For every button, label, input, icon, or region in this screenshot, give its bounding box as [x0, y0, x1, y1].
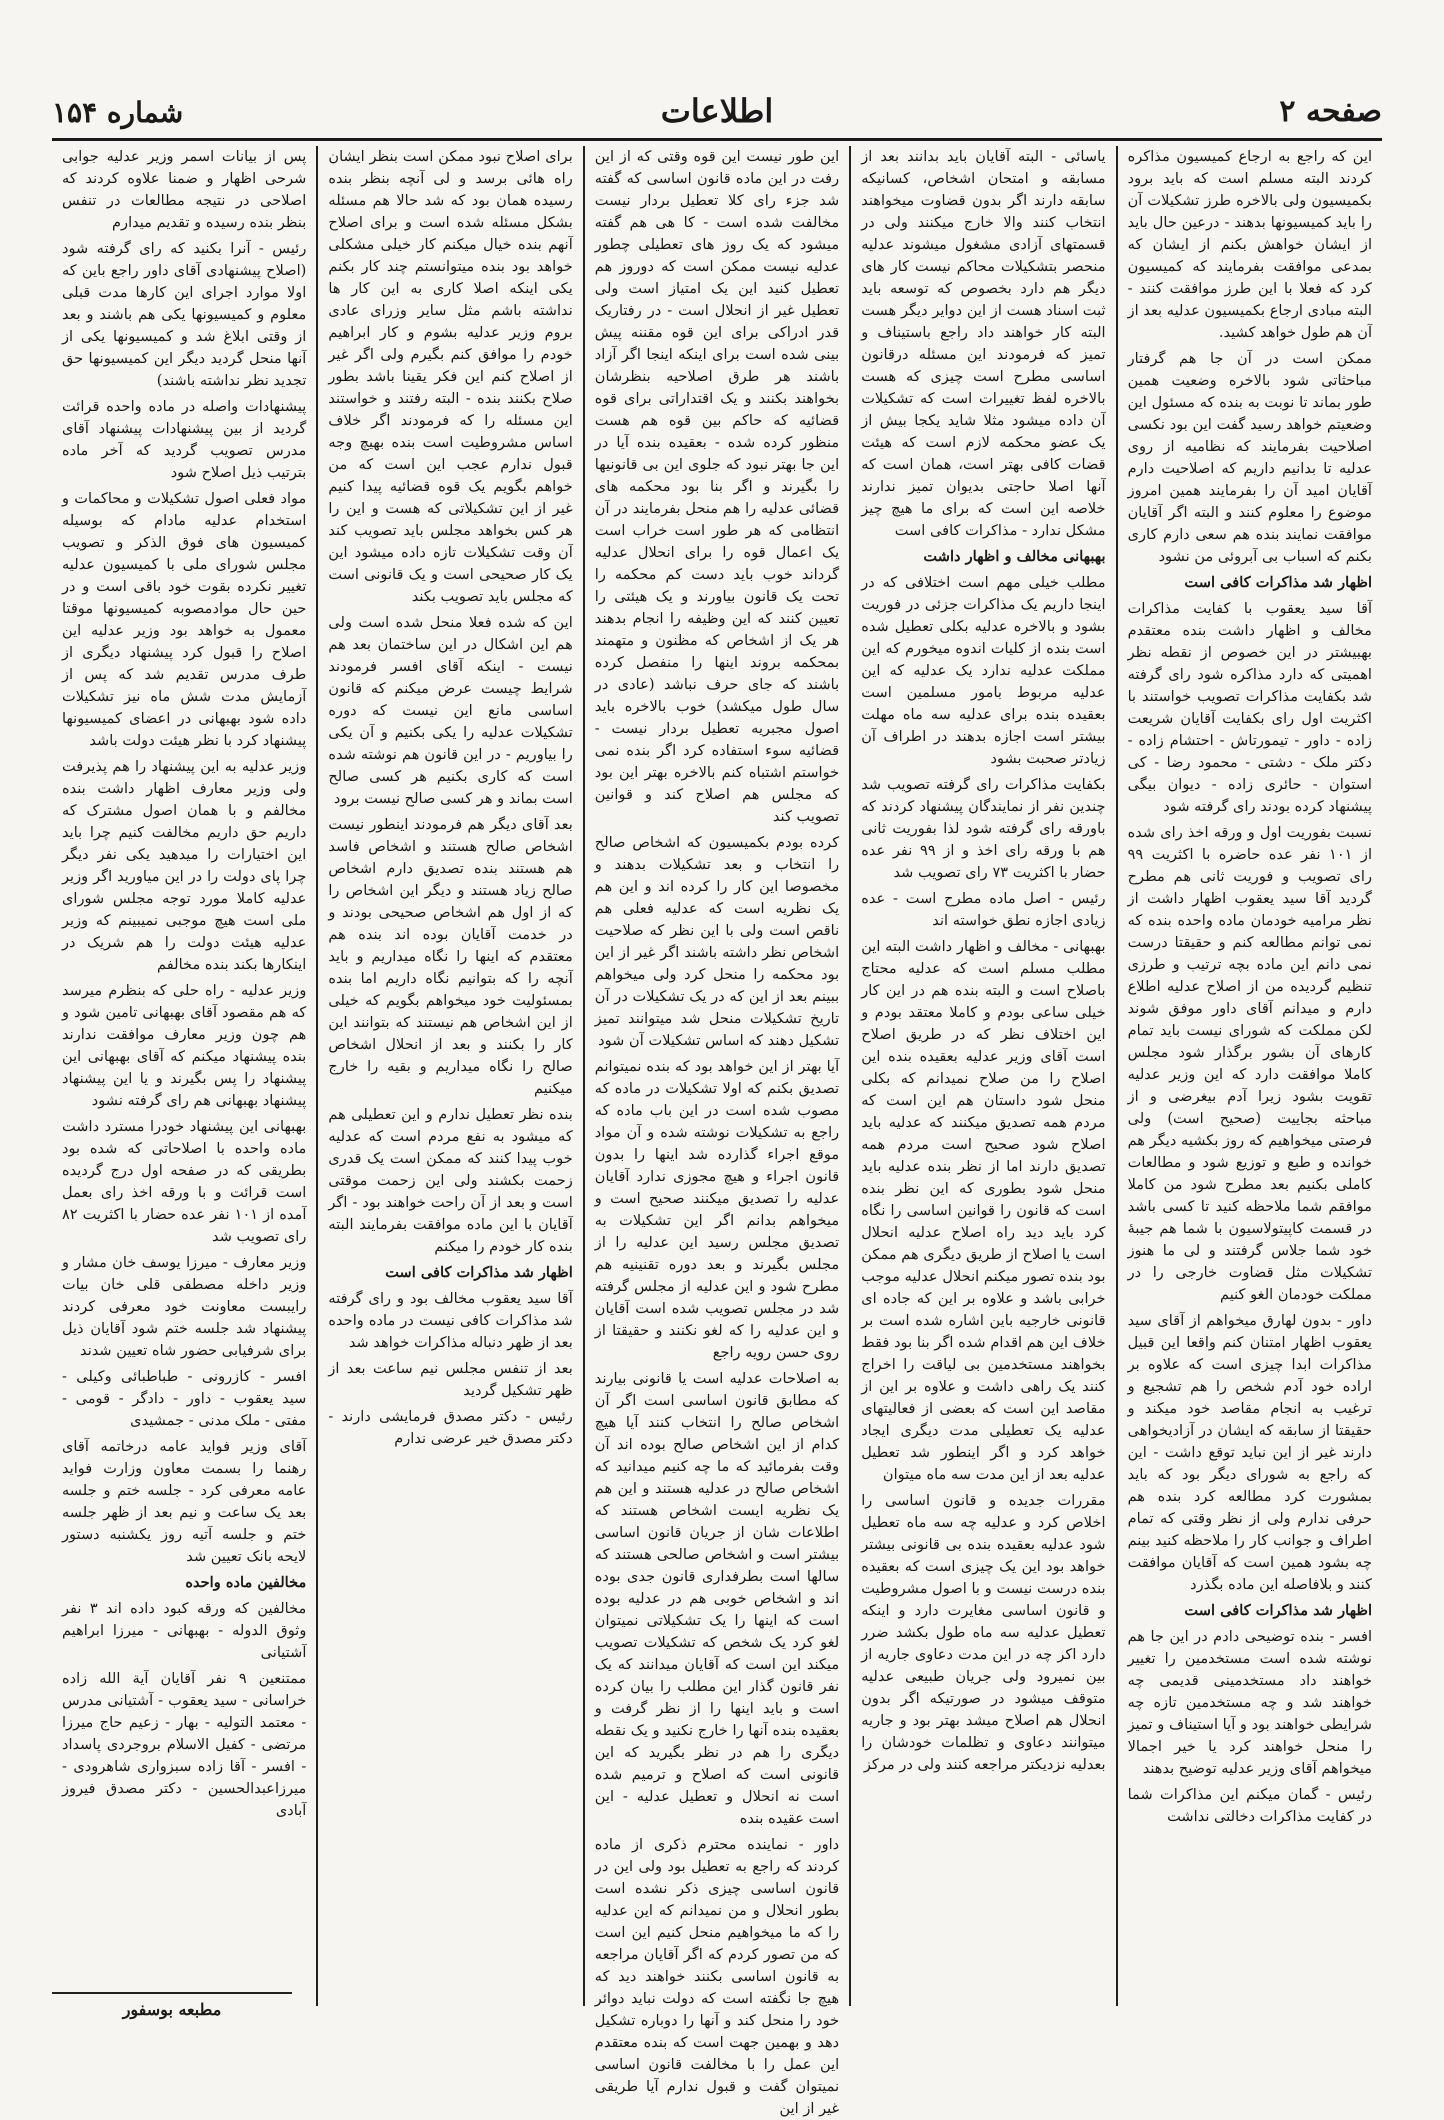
paragraph: نسبت بفوریت اول و ورقه اخذ رای شده از ۱۰۱ نفر عده حاضره با اکثریت ۹۹ رای تصویب و فوریت ثانی هم مطرح گردید آقا سید یعقوب اظهار داشت از نظر مرامیه خودمان ماده واحده بنده که نمی توانم مطالعه کنم و حقیقتا درست نمی دانم این ماده بچه ترتیب و طرزی تنظیم گردیده من از اصلاح عدلیه اطلاع دارم و میدانم آقای داور موفق شوند لکن مملکت که شورای نیست باید تمام کارهای آن بشور برگذار شود مجلس کاملا موافقت دارد که این وزیر عدلیه تقویت بشود زیرا آدم بیغرضی و از مباحثه بجاییت (صحیح است) ولی فرصتی میخواهیم که روز بکشیه دیگر هم خوانده و طبع و توزیع شود و مطالعات کاملی بکنیم بعد مطرح شود من کاملا موافقم شما ملاحظه کنید تا کسی باشد در قسمت کاپیتولاسیون با شما هم جیبهٔ خود شما جلاس گرفتند و لی ما هنوز تشکیلات مثل قضاوت خارجی را در مملکت خودمان الغو کنیم — [1127, 824, 1372, 1303]
paragraph: این که شده فعلا منحل شده است ولی هم این اشکال در این ساختمان بعد هم نیست - اینکه آقای افسر فرمودند شرایط چیست عرض میکنم که قانون اساسی مانع این نیست که دوره تشکیلات عدلیه را یکی بکنیم و آن یکی را بیاوریم - در این قانون هم نوشته شده است که کاری بکنیم هر کسی صالح است بماند و هر کسی صالح نیست برود — [328, 614, 573, 807]
page-number: صفحه ۲ — [1279, 94, 1382, 129]
paragraph: آقای وزیر فواید عامه درخاتمه آقای رهنما را بسمت معاون وزارت فواید عامه معرفی کرد - جلسه ختم و جلسه بعد یک ساعت و نیم بعد از ظهر جلسه ختم و جلسه آتیه روز یکشنبه دستور لایحه بانک تعیین شد — [61, 1438, 307, 1565]
paragraph: افسر - بنده توضیحی دادم در این جا هم نوشته شده است مستخدمین را تغییر خواهند داد مستخدمینی قدیمی چه خواهند شد و چه مستخدمین تازه چه شرایطی خواهند بود و آیا استیناف و تمیز را منحل خواهند کرد یا خیر اجمالا میخواهم آقای وزیر عدلیه توضیح بدهند — [1127, 1628, 1372, 1777]
column-4 — [318, 146, 584, 2006]
column-1 — [1118, 146, 1382, 2006]
paragraph: بعد از تنفس مجلس نیم ساعت بعد از ظهر تشکیل گردید — [328, 1360, 573, 1399]
paragraph: رئیس - آنرا بکنید که رای گرفته شود (اصلاح پیشنهادی آقای داور راجع باین که اولا موارد اجرای این کارها مدت قبلی معلوم و کمیسیونها یکی هم باشند و بعد از وقتی ابلاغ شد و کمیسیونها یکی از آنها منحل گردید دیگر این کمیسیونها حق تجدید نظر نداشته باشند) — [61, 240, 307, 389]
paragraph: مقررات جدیده و قانون اساسی را اخلاص کرد و عدلیه چه سه ماه تعطیل شود عدلیه بعقیده بنده بی قانونی بیشتر خواهد بود این یک چیزی است که بعقیده بنده درست نیست و با اصول مشروطیت و قانون اساسی مغایرت دارد و اینکه تعطیل عدلیه سه ماه طول بکشد ضرر دارد اکر چه در این مدت دعاوی جاریه از بین نمیرود ولی جریان طبیعی عدلیه متوقف میشود در صورتیکه اگر بدون انحلال هم اصلاح میشد بهتر بود و جاریه میتوانند دعاوی و تظلمات خودشان را بعدلیه نزدیکتر مراجعه کنند ولی در مرکز — [861, 1492, 1106, 1773]
paragraph: آقا سید یعقوب مخالف بود و رای گرفته شد مذاکرات کافی نیست در ماده واحده بعد از ظهر دنباله مذاکرات خواهد شد — [328, 1290, 573, 1351]
paragraph: بنده نظر تعطیل ندارم و این تعطیلی هم که میشود به نفع مردم است که عدلیه خوب پیدا کنند که ممکن است یک قدری زحمت بکشند ولی این زحمت موقتی است و بعد از آن راحت خواهند بود - اگر آقایان با این ماده موافقت بفرمایند البته بنده کار خودم را میکنم — [328, 1106, 573, 1255]
paragraph: آیا بهتر از این خواهد بود که بنده نمیتوانم تصدیق بکنم که اولا تشکیلات در ماده که مصوب شده است در این باب ماده که راجع به تشکیلات نوشته شده و آن مواد موقع اجراء گذارده شد اینها را بدون قانون اجراء و هیچ مجوزی ندارد آقایان عدلیه را تصدیق میکنند صحیح است و میخواهم بدانم اگر این تشکیلات به تصدیق مجلس رسید این عدلیه را از مجلس بگیرند و بعد دوره تقنینیه هم مطرح شود و این عدلیه از مجلس گرفته شد در مجلس تصویب شده است آقایان و این عدلیه را که لغو نکنند و حقیقتا از روی حسن رویه راجع — [594, 1058, 840, 1361]
column-3 — [585, 146, 851, 2117]
newspaper-title: اطلاعات — [660, 92, 774, 130]
paragraph: مطلب خیلی مهم است اختلافی که در اینجا داریم یک مذاکرات جزئی در فوریت بشود و بالاخره عدلیه بکلی تعطیل شده است بنده از کلیات اندوه میخورم که این مملکت عدلیه ندارد یک عدلیه که این عدلیه مربوط بامور مسلمین است بعقیده بنده برای عدلیه سه ماه مهلت بیشتر است اجازه بدهند در اطراف آن زیادتر صحبت بشود — [861, 574, 1106, 767]
paragraph: رئیس - گمان میکنم این مذاکرات شما در کفایت مذاکرات دخالتی نداشت — [1127, 1786, 1372, 1825]
paragraph: این طور نیست این قوه وقتی که از این رفت در این ماده قانون اساسی که گفته شد جزء رای کلا تعطیل بردار نیست مخالفت شده است - کا هی هم گفته میشود که یک روز های تعطیلی چطور عدلیه نیست ممکن است که دوروز هم تعطیل کنید این یک امتیاز است ولی تعطیل غیر از انحلال است - در رفتاریک قدر ادراکی برای این قوه مقننه پیش بینی شده است برای اینکه اینجا اگر آزاد باشند هر طرق اصلاحیه بنظرشان بخواهند بکنند و یک اقتداراتی برای قوه قضائیه که حاکم بین قوه هم هست منظور کرده شده - بعقیده بنده آیا در این جا بهتر نبود که جلوی این بی قانونیها را بگیرند و اگر بنا بود محکمه های قضائی عدلیه را هم منحل بفرمایند در آن انتظامی که هر طور است خراب است یک اعمال قوه را برای انحلال عدلیه گرداند خوب باید دست کم محکمه را تحت یک قانون بیاورند و یک هیئتی را تعیین کنند که این وظیفه را انجام بدهند هر یک از اشخاص که مظنون و متهمند بمحکمه بروند اینها را منفصل کرده باشند که جای حرف نباشد (عادی در سال طول میکشد) خوب بالاخره باید اصول مجبریه تعطیل بردار نیست - قضائیه سوء استفاده کرد اگر بنده نمی خواستم اشتباه کنم بالاخره بهتر این بود که مجلس هم اصلاح کند و قوانین تصویب کند — [594, 148, 840, 825]
column-5 — [52, 146, 318, 2006]
paragraph: داور - نماینده محترم ذکری از ماده کردند که راجع به تعطیل بود ولی این در قانون اساسی چیزی ذکر نشده است بطور انحلال و من نمیدانم که این عدلیه را که ما میخواهیم منحل کنیم این است که من تصور کردم که اگر آقایان مراجعه به قانون اساسی بکنند خواهند دید که هیچ جا نگفته است که دولت نباید دوائر خود را منحل کند و آنها را دوباره تشکیل دهد و بهمین جهت است که بنده معتقدم این عمل را با مخالفت قانون اساسی نمیتوان گفت و قبول ندارم آیا طریقی غیر از این — [594, 1836, 840, 2117]
paragraph: مخالفین که ورقه کبود داده اند ۳ نفر وثوق الدوله - بهبهانی - میرزا ابراهیم آشتیانی — [61, 1600, 307, 1661]
paragraph: داور - بدون لهارق میخواهم از آقای سید یعقوب اظهار امتنان کنم واقعا این قبیل مذاکرات ابدا چیزی است که علاوه بر اراده خود آدم شخص را هم تشجیع و ترغیب به انجام مقاصد خود میکند و حقیقتا از سابقه که ایشان در آزادیخواهی دارند غیر از این نباید توقع داشت - این که راجع به شورای دیگر بود که باید بمشورت کرد مطالعه کرد بنده هم حرفی ندارم ولی از نظر وقتی که تمام اطراف و جوانب کار را ملاحظه کنید بینم چه بشود همین است که آقایان موافقت کنند و بلافاصله این ماده بگذرد — [1127, 1312, 1372, 1593]
paragraph: یاسائی - البته آقایان باید بدانند بعد از مسابقه و امتحان اشخاص، کسانیکه سابقه دارند اگر بدون قضاوت میخواهند انتخاب کنند والا خارج میکنند ولی در قسمتهای آزادی مشغول میشوند عدلیه منحصر بتشکیلات محاکم نیست کار های دیگر هم دارد بخصوص که توسعه باید ثبت اسناد هست از این دوایر دیگر هست البته کار خواهند داد راجع باستیناف و تمیز که فرمودند این مسئله درقانون اساسی مطرح است چیزی که هست بالاخره لفظ تغییرات است که تشکیلات آن داده میشود مثلا شاید یکجا بیش از یک عضو محکمه لازم است که هیئت قضات کافی بهتر است، همان است که آنها اصلا حاجتی بدیوان تمیز ندارند خلاصه این است که برای ما هیچ چیز مشکل ندارد - مذاکرات کافی است — [861, 148, 1106, 539]
paragraph: پس از بیانات اسمر وزیر عدلیه جوابی شرحی اظهار و ضمنا علاوه کردند که اصلاحی در نتیجه مطالعات در تنفس بنظر بنده رسیده و تقدیم میدارم — [61, 148, 307, 231]
paragraph: بهبهانی این پیشنهاد خودرا مسترد داشت ماده واحده با اصلاحاتی که شده بود بطریقی که در صفحه اول درج گردیده است قرائت و با ورقه اخذ رای بعمل آمده از ۱۰۱ نفر عده حضار با اکثریت ۸۲ رای تصویب شد — [61, 1118, 307, 1245]
column-2 — [851, 146, 1117, 2006]
paragraph: این که راجع به ارجاع کمیسیون مذاکره کردند البته مسلم است که باید برود بکمیسیون ولی بالاخره طرز تشکیلات آن را باید کمیسیونها بدهند - درعین حال باید از ایشان خواهش بکنم از ایشان که بمدعی موافقت بفرمایند که کمیسیون کرد که فعلا با این طرز موافقت کنند - البته مبادی ارجاع بکمیسیون عدلیه بعد از آن هم طول خواهد کشید. — [1127, 148, 1372, 341]
section-heading: مخالفین ماده واحده — [185, 1574, 307, 1591]
paragraph: کرده بودم بکمیسیون که اشخاص صالح را انتخاب و بعد تشکیلات بدهند و مخصوصا این کار را کرده اند و این هم یک نظریه است که عدلیه فعلی هم ناقص است ولی با این نظر که صلاحیت اشخاص نظر داشته باشند اگر غیر از این بود محکمه را منحل کرد ولی میخواهم ببینم بعد از این که در یک تشکیلات در آن تاریخ تشکیلات منحل شد میتوانند تمیز تشکیل دهند که اساس تشکیلات آن شود — [594, 834, 840, 1049]
paragraph: پیشنهادات واصله در ماده واحده قرائت گردید از بین پیشنهادات پیشنهاد آقای مدرس تصویب گردید که آخر ماده بترتیب ذیل اصلاح شود — [61, 398, 307, 481]
paragraph: بهبهانی - مخالف و اظهار داشت البته این مطلب مسلم است که عدلیه محتاج باصلاح است و البته بنده هم در این کار خیلی ساعی بودم و کاملا معتقد بودم و این اختلاف نظر که در طریق اصلاح است آقای وزیر عدلیه بعقیده بنده این اصلاح را من صلاح نمیدانم که بکلی منحل شود داستان هم این است که مردم همه تصدیق میکنند که عدلیه باید اصلاح شود صحیح است مردم همه تصدیق دارند اما از نظر بنده عدلیه باید منحل شود بطوری که این نظر بنده است که قانون را قوانین اساسی را نگاه کرد باید دید راه اصلاح عدلیه انحلال است یا اصلاح از طریق دیگری هم ممکن بود بنده تصور میکنم انحلال عدلیه موجب خرابی باشد و علاوه بر این که جاده ای قانونی خارجیه باین اشاره شده است بر خلاف این هم اقدام شده اگر بنا بود فقط بخواهند مستخدمین بی لیاقت را اخراج کنند یک راهی داشت و علاوه بر این از مقاصد این است که بعضی از فعالیتهای عدلیه یک تعطیلی مدت دیگری ایجاد خواهد کرد و اگر اینطور شد تعطیل عدلیه بعد از این مدت سه ماه میتوان — [861, 938, 1106, 1483]
paragraph: افسر - کازرونی - طباطبائی وکیلی - سید یعقوب - داور - دادگر - قومی - مفتی - ملک مدنی - جمشیدی — [61, 1368, 307, 1429]
paragraph: وزیر عدلیه - راه حلی که بنظرم میرسد که هم مقصود آقای بهبهانی تامین شود و هم چون وزیر معارف موافقت ندارند بنده پیشنهاد میکنم که آقای بهبهانی این پیشنهاد را پس بگیرند و یا این پیشنهاد پیشنهاد بهبهانی هم رای گرفته نشود — [61, 982, 307, 1109]
paragraph: وزیر معارف - میرزا یوسف خان مشار و وزیر داخله مصطفی قلی خان بیات رایبست معاونت خود معرفی کردند پیشنهاد شد جلسه ختم شود آقایان ذیل برای شرفیابی حضور شاه تعیین شدند — [61, 1254, 307, 1359]
printer-credit: مطبعه بوسفور — [52, 1992, 292, 2019]
masthead — [52, 92, 1382, 141]
paragraph: رئیس - دکتر مصدق فرمایشی دارند - دکتر مصدق خیر عرضی ندارم — [328, 1408, 573, 1447]
section-heading: اظهار شد مذاکرات کافی است — [1184, 574, 1372, 591]
paragraph: به اصلاحات عدلیه است یا قانونی بیارند که مطابق قانون اساسی است اگر آن اشخاص صالح را انتخاب کنند آیا هیچ کدام از این اشخاص صالح بوده اند آن وقت بفرمائید که ما چه کنیم میدانید که اشخاص صالح در عدلیه هستند و این هم یک نظریه ایست اشخاص هستند که اطلاعات شان از جریان قانون اساسی بیشتر است و اشخاص صالحی هستند که سالها است بطرفداری قانون جدی بوده اند و اشخاص خوبی هم در عدلیه بوده است که اینها را یک تشکیلاتی نمیتوان لغو کرد یک شخص که تشکیلات تصویب میکند این است که آقایان میدانند که یک نفر قانون گذار این مطلب را بیان کرده است و باید اینها را از نظر گرفت و بعقیده بنده آنها را خارج نکنید و یک نقطه دیگری را هم در نظر بگیرید که این قانونی است که اصلاح و ترمیم شده است نه انحلال و تعطیل عدلیه - این است عقیده بنده — [594, 1370, 840, 1827]
section-heading: اظهار شد مذاکرات کافی است — [1184, 1602, 1372, 1619]
paragraph: وزیر عدلیه به این پیشنهاد را هم پذیرفت ولی وزیر معارف اظهار داشت بنده مخالفم و با همان اصول مشترک که داریم حق داریم مخالفت کنیم چرا باید این اختیارات را میدهید یکی نفر دیگر چرا پای دولت را در این میاورید اگر وزیر عدلیه کاملا مورد توجه مجلس شورای ملی است هیچ موجبی نمیبینم که وزیر عدلیه هیئت دولت را هم شریک در اینکارها بکند بنده مخالفم — [61, 758, 307, 973]
paragraph: رئیس - اصل ماده مطرح است - عده زیادی اجازه نطق خواسته اند — [861, 890, 1106, 929]
paragraph: مواد فعلی اصول تشکیلات و محاکمات و استخدام عدلیه مادام که بوسیله کمیسیون های فوق الذکر و تصویب مجلس شورای ملی با کمیسیون عدلیه تغییر نکرده بقوت خود باقی است و در حین حال موادمصوبه کمیسیونها موقتا معمول به خواهد بود وزیر عدلیه این اصلاح را قبول کرد پیشنهاد دیگری از طرف مدرس تقدیم شد که پس از آزمایش مدت شش ماه نیز تشکیلات داده شود بهبهانی در اعضای کمیسیونها پیشنهاد کرد با نظر هیئت دولت باشد — [61, 490, 307, 749]
paragraph: آقا سید یعقوب با کفایت مذاکرات مخالف و اظهار داشت بنده معتقدم بهبیشتر در این خصوص از نقطه نظر اهمیتی که دارد مذاکره شود رای گرفته شد بکفایت مذاکرات تصویب خواستند با اکثریت اول رای بکفایت آقایان شریعت زاده - داور - تیمورتاش - احتشام زاده - دکتر ملک - دشتی - محمود رضا - کی استوان - حائری زاده - دیوان بیگی پیشنهاد کرده بودند رای گرفته شود — [1127, 600, 1372, 815]
paragraph: ممکن است در آن جا هم گرفتار مباحثاتی شود بالاخره وضعیت همین طور بماند تا نوبت به بنده که مسئول این وضعیتم خواهد رسید گفت این بود نکسی اصلاحیت بفرمایند که نظامیه از روی عدلیه تا بدانیم داریم که اصلاحیت دارم آقایان امید آن را بفرمایند همین امروز موضوع را معلوم کنند و البته اگر آقایان موافقت نمایند بنده هم سعی دارم کاری بکنم که اسباب بی آبروئی من نشود — [1127, 350, 1372, 565]
paragraph: برای اصلاح نبود ممکن است بنظر ایشان راه هائی برسد و لی آنچه بنظر بنده رسیده همان بود که شد حالا هم مسئله بشکل مسئله شده است و برای اصلاح آنهم بنده خیال میکنم کار خیلی مشکلی خواهد بود بنده میتوانستم چند کار بکنم یکی اینکه اصلا کاری به این کار ها نداشته باشم مثل سایر وزرای عادی بروم وزیر عدلیه بشوم و کار ابراهیم خودم را موافق کنم بگیرم ولی اگر غیر از اصلاح کنم این فکر یقینا باشد بطور صلاح بکنند بنده - البته رفتند و خواستند این مسئله را که فرمودند اگر خلاف اساس مشروطیت است بنده بهیچ وجه قبول ندارم عجب این است که من خواهم بگویم یک قوه قضائیه پیدا کنیم غیر از این تشکیلاتی که هست و این را هر کس بخواهد مجلس باید تصویب کند آن وقت تشکیلات تازه داده میشود این یک کار صحیحی است و یک قانونی است که مجلس باید تصویب بکند — [328, 148, 573, 605]
paragraph: ممتنعین ۹ نفر آقایان آیة الله زاده خراسانی - سید یعقوب - آشتیانی مدرس - معتمد التولیه - بهار - زعیم حاج میرزا مرتضی - کفیل الاسلام بروجردی پاسداد - افسر - آقا زاده سبزواری شاهرودی - میرزاعبدالحسین - دکتر مصدق فیروز آبادی — [61, 1670, 307, 1819]
paragraph: بعد آقای دیگر هم فرمودند اینطور نیست اشخاص صالح هستند و اشخاص فاسد هم هستند بنده تصدیق دارم اشخاص صالح زیاد هستند و دیگر این اشخاص را که از اول هم اشخاص صحیحی بودند و در خدمت آقایان بوده اند بنده هم معتقدم که اینها را نگاه میداریم و باید آنچه را که بتوانیم نگاه داریم اما بنده بمسئولیت خود میخواهم بگویم که خیلی از این اشخاص هم نیستند که بتوانند این کار را بکنند و بعد از انحلال اشخاص صالح را نگاه میداریم و بقیه را خارج میکنیم — [328, 816, 573, 1097]
section-heading: اظهار شد مذاکرات کافی است — [385, 1264, 573, 1281]
paragraph: بکفایت مذاکرات رای گرفته تصویب شد چندین نفر از نمایندگان پیشنهاد کردند که باورقه رای گرفته شود لذا بفوریت ثانی هم با ورقه رای اخذ و از ۹۹ نفر عده حضار با اکثریت ۷۳ رای تصویب شد — [861, 776, 1106, 881]
section-heading: بهبهانی مخالف و اظهار داشت — [923, 548, 1106, 565]
issue-number: شماره ۱۵۴ — [52, 96, 184, 129]
